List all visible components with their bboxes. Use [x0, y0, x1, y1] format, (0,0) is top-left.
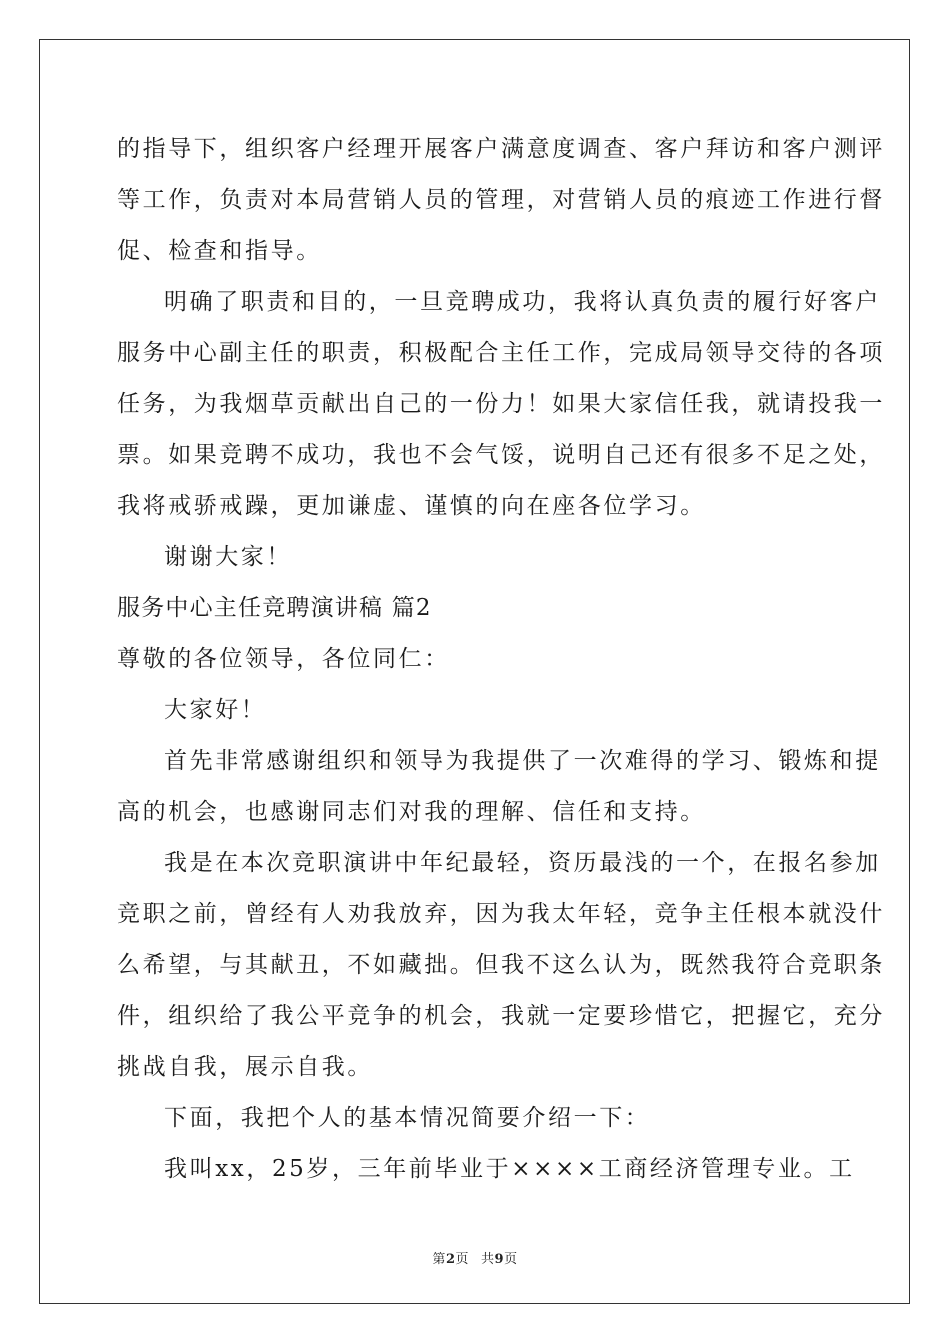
- page-prefix: 第: [432, 1252, 446, 1267]
- paragraph-line: 件，组织给了我公平竞争的机会，我就一定要珍惜它，把握它，充分: [117, 1003, 885, 1029]
- paragraph-line: 高的机会，也感谢同志们对我的理解、信任和支持。: [117, 799, 706, 825]
- paragraph-line: 等工作，负责对本局营销人员的管理，对营销人员的痕迹工作进行督: [117, 187, 885, 213]
- page-unit: 页: [455, 1252, 469, 1267]
- paragraph-line: 竞职之前，曾经有人劝我放弃，因为我太年轻，竞争主任根本就没什: [117, 901, 885, 927]
- paragraph-line: 挑战自我，展示自我。: [117, 1054, 373, 1080]
- paragraph-line: 明确了职责和目的，一旦竞聘成功，我将认真负责的履行好客户: [164, 289, 881, 315]
- paragraph-line: 首先非常感谢组织和领导为我提供了一次难得的学习、锻炼和提: [164, 748, 881, 774]
- salutation: 尊敬的各位领导，各位同仁：: [117, 646, 450, 672]
- paragraph-line: 促、检查和指导。: [117, 238, 322, 264]
- paragraph-line: 的指导下，组织客户经理开展客户满意度调查、客户拜访和客户测评: [117, 136, 885, 162]
- paragraph-line: 下面，我把个人的基本情况简要介绍一下：: [164, 1105, 651, 1131]
- page-footer: [0, 1248, 950, 1267]
- page-total: 9: [494, 1252, 505, 1267]
- paragraph-line: 我是在本次竞职演讲中年纪最轻，资历最浅的一个，在报名参加: [164, 850, 881, 876]
- paragraph-line: 票。如果竞聘不成功，我也不会气馁，说明自己还有很多不足之处，: [117, 442, 885, 468]
- section-heading: 服务中心主任竞聘演讲稿 篇2: [117, 595, 432, 621]
- greeting: 大家好！: [164, 697, 267, 723]
- paragraph-line: 服务中心副主任的职责，积极配合主任工作，完成局领导交待的各项: [117, 340, 885, 366]
- paragraph-line: 我叫xx，25岁，三年前毕业于××××工商经济管理专业。工: [164, 1156, 855, 1182]
- paragraph-line: 么希望，与其献丑，不如藏拙。但我不这么认为，既然我符合竞职条: [117, 952, 885, 978]
- total-prefix: 共: [481, 1252, 495, 1267]
- page-current: 2: [445, 1252, 456, 1267]
- document-body: [117, 124, 885, 1195]
- total-unit: 页: [504, 1252, 518, 1267]
- paragraph-line: 我将戒骄戒躁，更加谦虚、谨慎的向在座各位学习。: [117, 493, 706, 519]
- closing-thanks: 谢谢大家！: [164, 544, 292, 570]
- paragraph-line: 任务，为我烟草贡献出自己的一份力！如果大家信任我，就请投我一: [117, 391, 885, 417]
